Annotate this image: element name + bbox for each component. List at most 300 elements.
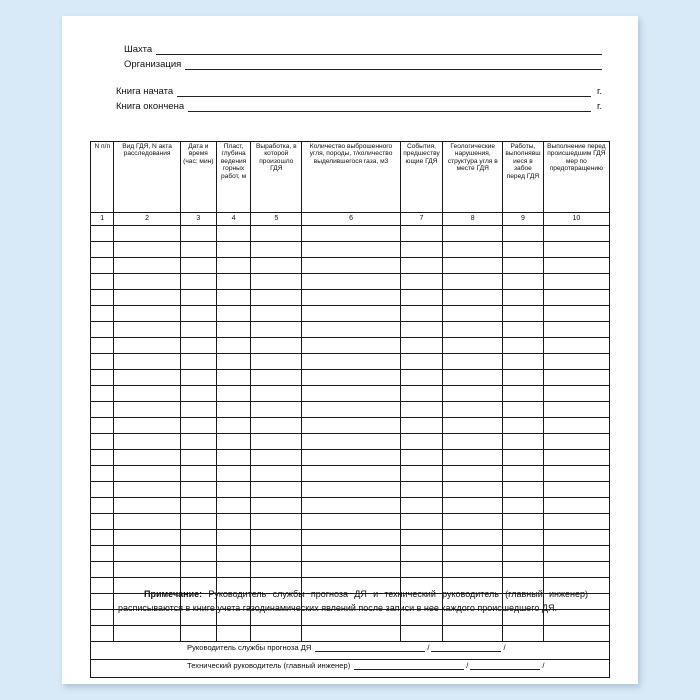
table-cell[interactable]	[543, 226, 609, 242]
table-cell[interactable]	[251, 530, 302, 546]
table-cell[interactable]	[91, 306, 114, 322]
table-cell[interactable]	[302, 418, 400, 434]
signature-slash-forecast: /	[427, 642, 430, 652]
table-cell[interactable]	[443, 242, 503, 258]
table-cell[interactable]	[216, 258, 250, 274]
table-cell[interactable]	[251, 498, 302, 514]
table-cell[interactable]	[302, 370, 400, 386]
table-cell[interactable]	[543, 306, 609, 322]
table-cell[interactable]	[302, 386, 400, 402]
table-cell[interactable]	[114, 338, 180, 354]
col-number-3: 3	[180, 213, 216, 226]
table-cell[interactable]	[216, 498, 250, 514]
col-header-9: Работы, выполнявшиеся в забое перед ГДЯ	[503, 142, 544, 213]
field-shaft-input[interactable]	[156, 45, 602, 55]
table-cell[interactable]	[400, 434, 443, 450]
table-cell[interactable]	[216, 514, 250, 530]
table-cell[interactable]	[443, 562, 503, 578]
table-cell[interactable]	[302, 434, 400, 450]
table-cell[interactable]	[251, 514, 302, 530]
table-row	[91, 482, 610, 498]
table-cell[interactable]	[543, 354, 609, 370]
table-cell[interactable]	[91, 610, 114, 626]
signature-cell-chief-engineer[interactable]	[91, 660, 610, 678]
table-cell[interactable]	[302, 498, 400, 514]
table-cell[interactable]	[91, 274, 114, 290]
col-number-5: 5	[251, 213, 302, 226]
table-cell[interactable]	[91, 290, 114, 306]
table-cell[interactable]	[91, 322, 114, 338]
signature-cell-forecast[interactable]	[91, 642, 610, 660]
table-cell[interactable]	[302, 402, 400, 418]
table-cell[interactable]	[443, 450, 503, 466]
table-row	[91, 226, 610, 242]
table-cell[interactable]	[114, 274, 180, 290]
table-cell[interactable]	[543, 370, 609, 386]
header-fields	[102, 44, 602, 116]
table-row	[91, 370, 610, 386]
table-cell[interactable]	[543, 258, 609, 274]
table-header-row	[91, 142, 610, 213]
table-cell[interactable]	[114, 242, 180, 258]
table-cell[interactable]	[251, 402, 302, 418]
table-cell[interactable]	[302, 258, 400, 274]
table-cell[interactable]	[91, 338, 114, 354]
table-cell[interactable]	[180, 354, 216, 370]
table-cell[interactable]	[302, 242, 400, 258]
table-cell[interactable]	[302, 546, 400, 562]
table-row	[91, 434, 610, 450]
table-cell[interactable]	[443, 306, 503, 322]
table-cell[interactable]	[114, 514, 180, 530]
table-cell[interactable]	[114, 402, 180, 418]
table-row	[91, 354, 610, 370]
col-header-7: События, предшествующие ГДЯ	[400, 142, 443, 213]
header-spacer	[102, 74, 602, 86]
signature-label-forecast: Руководитель службы прогноза ДЯ	[187, 642, 312, 652]
signature-line-chief-name[interactable]	[354, 661, 464, 670]
table-cell[interactable]	[400, 402, 443, 418]
table-cell[interactable]	[91, 498, 114, 514]
table-cell[interactable]	[180, 402, 216, 418]
table-cell[interactable]	[251, 306, 302, 322]
table-cell[interactable]	[443, 546, 503, 562]
table-cell[interactable]	[91, 546, 114, 562]
table-cell[interactable]	[216, 530, 250, 546]
table-cell[interactable]	[251, 546, 302, 562]
table-cell[interactable]	[302, 226, 400, 242]
table-row	[91, 562, 610, 578]
table-cell[interactable]	[400, 466, 443, 482]
note-block	[118, 588, 588, 616]
table-row	[91, 402, 610, 418]
table-cell[interactable]	[503, 274, 544, 290]
table-cell[interactable]	[400, 530, 443, 546]
table-cell[interactable]	[180, 498, 216, 514]
table-cell[interactable]	[400, 242, 443, 258]
table-cell[interactable]	[180, 466, 216, 482]
table-row	[91, 626, 610, 642]
field-book-finished-suffix: г.	[597, 101, 602, 112]
table-cell[interactable]	[91, 242, 114, 258]
table-cell[interactable]	[251, 370, 302, 386]
table-cell[interactable]	[180, 434, 216, 450]
table-cell[interactable]	[543, 338, 609, 354]
field-book-finished	[102, 101, 602, 112]
table-cell[interactable]	[302, 354, 400, 370]
table-cell[interactable]	[503, 370, 544, 386]
table-cell[interactable]	[216, 306, 250, 322]
table-cell[interactable]	[443, 498, 503, 514]
table-cell[interactable]	[443, 514, 503, 530]
table-cell[interactable]	[443, 434, 503, 450]
table-cell[interactable]	[400, 354, 443, 370]
table-cell[interactable]	[400, 258, 443, 274]
table-row	[91, 338, 610, 354]
table-cell[interactable]	[400, 626, 443, 642]
table-cell[interactable]	[503, 434, 544, 450]
table-cell[interactable]	[251, 226, 302, 242]
table-cell[interactable]	[302, 322, 400, 338]
table-cell[interactable]	[543, 402, 609, 418]
table-cell[interactable]	[443, 370, 503, 386]
signature-line-chief-sign[interactable]	[470, 661, 540, 670]
table-cell[interactable]	[251, 482, 302, 498]
table-cell[interactable]	[400, 498, 443, 514]
table-cell[interactable]	[503, 226, 544, 242]
table-row	[91, 450, 610, 466]
signature-label-chief-engineer: Технический руководитель (главный инженер)	[187, 660, 351, 670]
table-cell[interactable]	[114, 258, 180, 274]
table-cell[interactable]	[302, 338, 400, 354]
table-cell[interactable]	[251, 466, 302, 482]
table-cell[interactable]	[180, 306, 216, 322]
table-cell[interactable]	[180, 290, 216, 306]
table-cell[interactable]	[302, 530, 400, 546]
table-row	[91, 386, 610, 402]
table-cell[interactable]	[216, 242, 250, 258]
table-cell[interactable]	[251, 434, 302, 450]
table-row	[91, 546, 610, 562]
table-cell[interactable]	[216, 290, 250, 306]
table-cell[interactable]	[91, 226, 114, 242]
table-cell[interactable]	[114, 354, 180, 370]
signature-line-forecast-sign[interactable]	[431, 643, 501, 652]
col-header-1: N п/п	[91, 142, 114, 213]
table-cell[interactable]	[443, 402, 503, 418]
table-cell[interactable]	[400, 386, 443, 402]
table-cell[interactable]	[91, 402, 114, 418]
table-cell[interactable]	[216, 274, 250, 290]
table-cell[interactable]	[503, 514, 544, 530]
table-cell[interactable]	[251, 338, 302, 354]
field-book-finished-input[interactable]	[188, 102, 591, 112]
table-row	[91, 418, 610, 434]
table-cell[interactable]	[400, 546, 443, 562]
table-cell[interactable]	[302, 274, 400, 290]
table-cell[interactable]	[216, 482, 250, 498]
table-cell[interactable]	[503, 258, 544, 274]
table-cell[interactable]	[91, 514, 114, 530]
table-cell[interactable]	[180, 546, 216, 562]
col-number-9: 9	[503, 213, 544, 226]
table-cell[interactable]	[251, 354, 302, 370]
table-cell[interactable]	[543, 530, 609, 546]
table-cell[interactable]	[251, 418, 302, 434]
table-cell[interactable]	[114, 418, 180, 434]
table-cell[interactable]	[543, 498, 609, 514]
table-cell[interactable]	[443, 386, 503, 402]
signature-line-forecast-name[interactable]	[315, 643, 425, 652]
table-cell[interactable]	[443, 418, 503, 434]
table-cell[interactable]	[443, 226, 503, 242]
table-cell[interactable]	[400, 274, 443, 290]
table-cell[interactable]	[91, 594, 114, 610]
table-cell[interactable]	[503, 482, 544, 498]
table-cell[interactable]	[91, 578, 114, 594]
table-cell[interactable]	[543, 290, 609, 306]
table-cell[interactable]	[543, 322, 609, 338]
table-cell[interactable]	[216, 450, 250, 466]
table-cell[interactable]	[543, 450, 609, 466]
table-cell[interactable]	[302, 306, 400, 322]
table-cell[interactable]	[114, 530, 180, 546]
table-cell[interactable]	[400, 226, 443, 242]
table-row	[91, 498, 610, 514]
table-cell[interactable]	[543, 626, 609, 642]
table-cell[interactable]	[543, 242, 609, 258]
table-cell[interactable]	[503, 322, 544, 338]
table-cell[interactable]	[216, 562, 250, 578]
field-book-started-suffix: г.	[597, 86, 602, 97]
field-shaft-label: Шахта	[124, 44, 153, 55]
table-cell[interactable]	[180, 418, 216, 434]
field-organization-input[interactable]	[185, 60, 602, 70]
table-cell[interactable]	[216, 434, 250, 450]
col-number-7: 7	[400, 213, 443, 226]
field-book-finished-label: Книга окончена	[116, 101, 185, 112]
table-cell[interactable]	[91, 626, 114, 642]
table-row	[91, 530, 610, 546]
table-cell[interactable]	[443, 482, 503, 498]
table-cell[interactable]	[180, 562, 216, 578]
field-organization	[102, 59, 602, 70]
table-cell[interactable]	[216, 626, 250, 642]
col-number-1: 1	[91, 213, 114, 226]
table-cell[interactable]	[400, 450, 443, 466]
table-cell[interactable]	[302, 466, 400, 482]
field-book-started-input[interactable]	[177, 87, 591, 97]
table-cell[interactable]	[114, 450, 180, 466]
table-cell[interactable]	[302, 482, 400, 498]
table-cell[interactable]	[503, 242, 544, 258]
table-cell[interactable]	[251, 626, 302, 642]
table-row	[91, 242, 610, 258]
table-cell[interactable]	[302, 626, 400, 642]
table-row	[91, 258, 610, 274]
table-cell[interactable]	[503, 498, 544, 514]
table-cell[interactable]	[543, 562, 609, 578]
table-cell[interactable]	[180, 514, 216, 530]
table-cell[interactable]	[91, 530, 114, 546]
table-cell[interactable]	[114, 626, 180, 642]
table-cell[interactable]	[302, 514, 400, 530]
table-cell[interactable]	[114, 546, 180, 562]
table-cell[interactable]	[251, 386, 302, 402]
col-header-5: Выработка, в которой произошло ГДЯ	[251, 142, 302, 213]
table-cell[interactable]	[443, 354, 503, 370]
table-cell[interactable]	[443, 258, 503, 274]
table-cell[interactable]	[251, 274, 302, 290]
table-cell[interactable]	[400, 322, 443, 338]
table-cell[interactable]	[91, 418, 114, 434]
table-cell[interactable]	[251, 258, 302, 274]
table-cell[interactable]	[503, 466, 544, 482]
table-cell[interactable]	[503, 418, 544, 434]
col-number-4: 4	[216, 213, 250, 226]
table-cell[interactable]	[503, 562, 544, 578]
table-cell[interactable]	[543, 466, 609, 482]
table-cell[interactable]	[400, 514, 443, 530]
table-cell[interactable]	[443, 290, 503, 306]
table-cell[interactable]	[180, 274, 216, 290]
table-cell[interactable]	[543, 418, 609, 434]
table-cell[interactable]	[216, 546, 250, 562]
table-cell[interactable]	[251, 322, 302, 338]
col-number-10: 10	[543, 213, 609, 226]
field-book-started-label: Книга начата	[116, 86, 174, 97]
table-cell[interactable]	[114, 562, 180, 578]
table-cell[interactable]	[180, 482, 216, 498]
table-cell[interactable]	[443, 322, 503, 338]
col-header-6: Количество выброшенного угля, породы, т/количество выделившегося газа, м3	[302, 142, 400, 213]
table-cell[interactable]	[400, 306, 443, 322]
table-cell[interactable]	[180, 370, 216, 386]
table-row	[91, 274, 610, 290]
table-cell[interactable]	[400, 338, 443, 354]
table-cell[interactable]	[543, 514, 609, 530]
signature-block	[91, 642, 610, 678]
table-cell[interactable]	[114, 306, 180, 322]
table-cell[interactable]	[400, 482, 443, 498]
table-cell[interactable]	[543, 434, 609, 450]
table-cell[interactable]	[91, 354, 114, 370]
table-cell[interactable]	[503, 546, 544, 562]
table-cell[interactable]	[216, 354, 250, 370]
table-row	[91, 306, 610, 322]
table-cell[interactable]	[302, 290, 400, 306]
table-cell[interactable]	[91, 562, 114, 578]
table-cell[interactable]	[400, 562, 443, 578]
table-cell[interactable]	[91, 466, 114, 482]
table-cell[interactable]	[91, 434, 114, 450]
table-row	[91, 322, 610, 338]
document-sheet	[62, 16, 638, 684]
table-row	[91, 514, 610, 530]
field-organization-label: Организация	[124, 59, 182, 70]
table-cell[interactable]	[503, 354, 544, 370]
table-cell[interactable]	[443, 466, 503, 482]
col-number-6: 6	[302, 213, 400, 226]
table-cell[interactable]	[216, 226, 250, 242]
table-cell[interactable]	[114, 386, 180, 402]
table-cell[interactable]	[91, 258, 114, 274]
table-cell[interactable]	[503, 530, 544, 546]
table-cell[interactable]	[216, 418, 250, 434]
table-cell[interactable]	[114, 498, 180, 514]
table-cell[interactable]	[543, 482, 609, 498]
table-cell[interactable]	[503, 450, 544, 466]
table-cell[interactable]	[180, 338, 216, 354]
table-cell[interactable]	[443, 530, 503, 546]
table-cell[interactable]	[114, 482, 180, 498]
table-cell[interactable]	[91, 482, 114, 498]
table-cell[interactable]	[216, 322, 250, 338]
table-cell[interactable]	[216, 466, 250, 482]
table-cell[interactable]	[180, 450, 216, 466]
table-cell[interactable]	[400, 418, 443, 434]
table-cell[interactable]	[180, 322, 216, 338]
table-cell[interactable]	[503, 290, 544, 306]
signature-row-forecast	[91, 642, 610, 660]
table-cell[interactable]	[251, 450, 302, 466]
table-cell[interactable]	[302, 562, 400, 578]
table-cell[interactable]	[251, 562, 302, 578]
table-cell[interactable]	[443, 274, 503, 290]
table-cell[interactable]	[114, 322, 180, 338]
signature-slash-forecast-2: /	[503, 642, 506, 652]
table-cell[interactable]	[91, 450, 114, 466]
table-cell[interactable]	[216, 386, 250, 402]
table-cell[interactable]	[251, 242, 302, 258]
table-cell[interactable]	[91, 370, 114, 386]
table-cell[interactable]	[443, 338, 503, 354]
table-column-number-row	[91, 213, 610, 226]
table-cell[interactable]	[543, 386, 609, 402]
table-cell[interactable]	[443, 626, 503, 642]
table-cell[interactable]	[400, 290, 443, 306]
table-cell[interactable]	[503, 626, 544, 642]
table-cell[interactable]	[302, 450, 400, 466]
table-cell[interactable]	[180, 226, 216, 242]
field-shaft	[102, 44, 602, 55]
field-book-started	[102, 86, 602, 97]
table-cell[interactable]	[216, 402, 250, 418]
table-cell[interactable]	[503, 306, 544, 322]
table-cell[interactable]	[251, 290, 302, 306]
table-cell[interactable]	[180, 530, 216, 546]
table-cell[interactable]	[114, 434, 180, 450]
table-cell[interactable]	[400, 370, 443, 386]
table-cell[interactable]	[114, 290, 180, 306]
table-cell[interactable]	[180, 242, 216, 258]
table-cell[interactable]	[180, 258, 216, 274]
table-cell[interactable]	[216, 370, 250, 386]
table-cell[interactable]	[503, 338, 544, 354]
table-cell[interactable]	[216, 338, 250, 354]
table-cell[interactable]	[180, 626, 216, 642]
table-cell[interactable]	[114, 370, 180, 386]
table-cell[interactable]	[91, 386, 114, 402]
table-cell[interactable]	[543, 546, 609, 562]
table-cell[interactable]	[180, 386, 216, 402]
table-cell[interactable]	[503, 386, 544, 402]
table-cell[interactable]	[543, 274, 609, 290]
table-cell[interactable]	[114, 226, 180, 242]
table-cell[interactable]	[503, 402, 544, 418]
col-header-10: Выполнение перед происшедшим ГДЯ мер по предотвращению	[543, 142, 609, 213]
table-cell[interactable]	[114, 466, 180, 482]
